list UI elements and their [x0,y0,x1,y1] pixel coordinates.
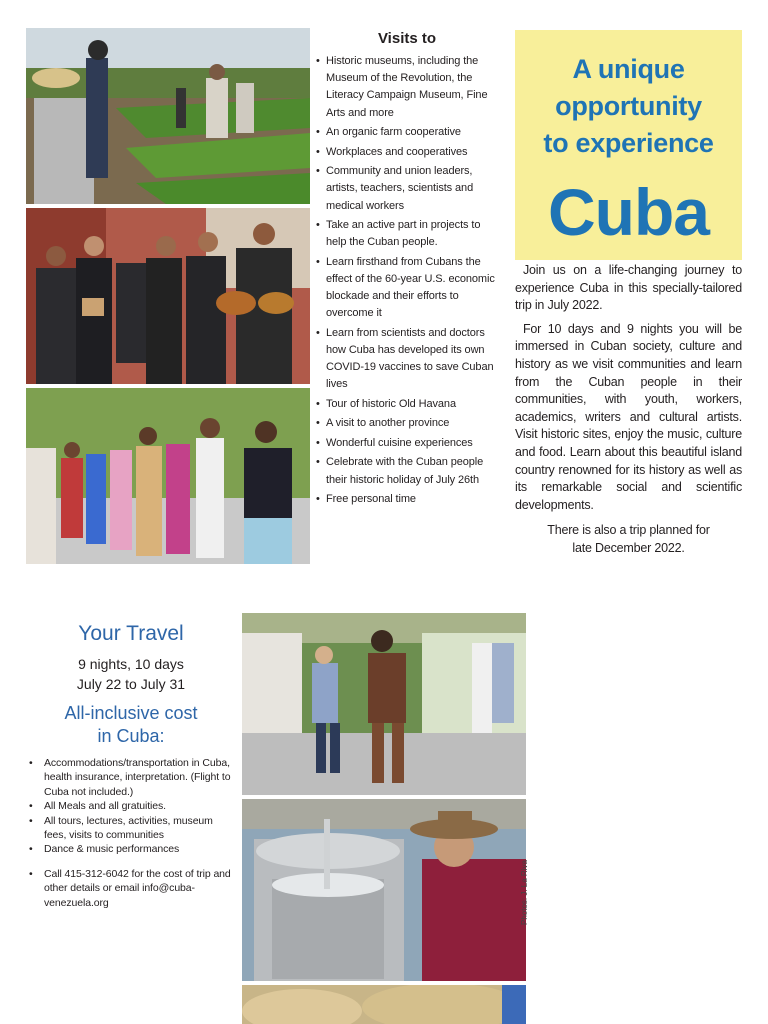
list-item: • Dance & music performances [26,842,236,856]
intro-note-line: There is also a trip planned for [547,523,710,538]
cost-title-line: in Cuba: [97,726,165,746]
list-item: • Learn from scientists and doctors how Cuba has developed its own COVID-19 vaccines to save Cuban lives [316,325,498,394]
list-item: • Historic museums, including the Museum of the Revolution, the Literacy Campaign Museum, Fine Arts and more [316,53,498,122]
list-item: • Tour of historic Old Havana [316,396,498,413]
contact-item: • Call 415-312-6042 for the cost of trip and other details or email info@cuba-venezuela.org [26,867,236,910]
photo-credit: Photos: J. La Riva [520,860,529,925]
list-item: • Celebrate with the Cuban people their historic holiday of July 26th [316,454,498,488]
list-item: • A visit to another province [316,415,498,432]
cost-title-line: All-inclusive cost [64,703,198,723]
hero-tagline-line: to experience [543,128,714,158]
travel-section [26,622,236,910]
list-item: • Wonderful cuisine experiences [316,435,498,452]
cost-title [26,702,236,748]
dancers-photo [242,613,526,795]
hero-tagline [515,51,742,162]
visits-section [316,30,498,511]
intro-paragraph: Join us on a life-changing journey to experience Cuba in this specially-tailored trip in July 2022. [515,263,742,313]
list-item: • All tours, lectures, activities, museum fees, visits to communities [26,814,236,843]
visits-list [316,53,498,508]
list-item: • Accommodations/transportation in Cuba, health insurance, interpretation. (Flight to Cuba not included.) [26,756,236,799]
intro-note-line: late December 2022. [572,540,685,555]
list-item: • Learn firsthand from Cubans the effect of the 60-year U.S. economic blockade and their efforts to overcome it [316,254,498,323]
list-item: • Workplaces and cooperatives [316,144,498,161]
hero-tagline-line: opportunity [555,91,702,121]
children-group-photo [26,388,310,564]
travel-duration: 9 nights, 10 days [78,656,184,672]
hats-photo [242,985,526,1024]
list-item: • Community and union leaders, artists, teachers, scientists and medical workers [316,163,498,215]
intro-note [515,522,742,557]
musicians-photo [26,208,310,384]
list-item: • All Meals and all gratuities. [26,799,236,813]
farmer-tank-photo [242,799,526,981]
travel-title: Your Travel [78,622,184,645]
intro-paragraph: For 10 days and 9 nights you will be immersed in Cuban society, culture and history as we visit communities and learn from the Cuban people in their communities, with youth, workers, academics, writers and cultural artists. Visit historic sites, enjoy the music, culture and food. Learn about this beautiful island country renowned for its history as well as its remarkable social and scientific developments. [515,321,742,512]
visits-title: Visits to [377,30,437,47]
farm-photo [26,28,310,204]
intro-section [515,262,742,564]
hero-box [515,30,742,260]
list-item: • Take an active part in projects to help the Cuban people. [316,217,498,251]
list-item: • An organic farm cooperative [316,124,498,141]
cost-list [26,756,236,910]
hero-country: Cuba [548,175,709,249]
list-item: • Free personal time [316,491,498,508]
hero-tagline-line: A unique [572,54,685,84]
travel-dates: July 22 to July 31 [76,676,186,692]
